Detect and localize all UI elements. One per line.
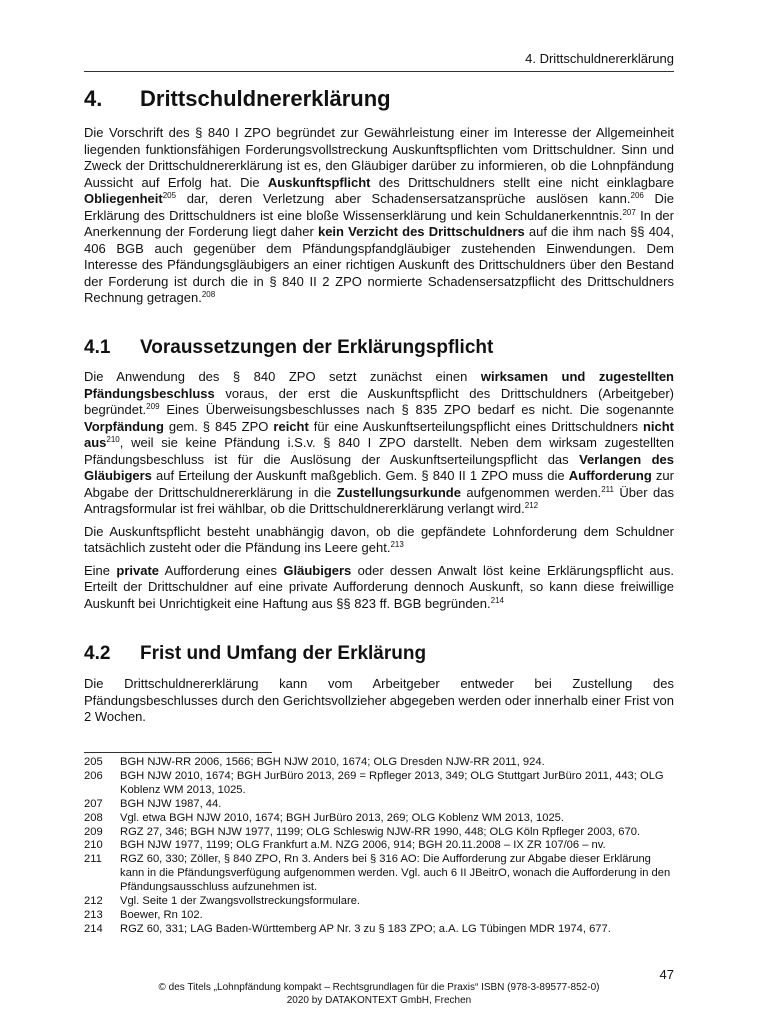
footnote: 206 BGH NJW 2010, 1674; BGH JurBüro 2013, 269 = Rpfleger 2013, 349; OLG Stuttgart JurBüro 2011, 443; OLG Koblenz WM 2013, 1025.	[84, 769, 664, 796]
section-number: 4.2	[84, 643, 111, 664]
chapter-heading	[84, 86, 391, 112]
section-heading-4-1	[84, 337, 493, 359]
footnote: 208 Vgl. etwa BGH NJW 2010, 1674; BGH JurBüro 2013, 269; OLG Koblenz WM 2013, 1025.	[84, 811, 565, 824]
footnote: 207 BGH NJW 1987, 44.	[84, 797, 222, 810]
section-title: Frist und Umfang der Erklärung	[140, 643, 427, 664]
paragraph: Die Anwendung des § 840 ZPO setzt zunächst einen wirksamen und zugestellten Pfändungsbeschluss voraus, der erst die Auskunftspflicht des Drittschuldners (Arbeitgeber) begründet.$^{209}$ Eines Überweisungsbeschlusses nach § 835 ZPO bedarf es nicht. Die sogenannte Vorpfändung gem. § 845 ZPO reicht für eine Auskunftserteilungspflicht eines Drittschuldners nicht aus$^{210}$, weil sie keine Pfändung i.S.v. § 840 I ZPO darstellt. Neben dem wirksam zugestellten Pfändungsbeschluss ist für die Auslösung der Auskunftserteilungspflicht das Verlangen des Gläubigers auf Erteilung der Auskunft maßgeblich. Gem. § 840 II 1 ZPO muss die Aufforderung zur Abgabe der Drittschuldnererklärung in die Zustellungsurkunde aufgenommen werden.$^{211}$ Über das Antragsformular ist frei wählbar, ob die Drittschuldnererklärung verlangt wird.$^{212}$	[84, 369, 675, 516]
footnote-ref: 212	[524, 501, 539, 510]
footnote-ref: 211	[601, 484, 614, 494]
footnote-rule	[84, 752, 272, 753]
footnotes	[84, 756, 674, 937]
header-rule	[84, 71, 674, 72]
footnote: 213 Boewer, Rn 102.	[84, 908, 203, 921]
footnote: 211 RGZ 60, 330; Zöller, § 840 ZPO, Rn 3. Anders bei § 316 AO: Die Aufforderung zur Abgabe dieser Erklärung kann in die Pfändungsverfügung aufgenommen werden. Vgl. auch 6 II JBeitrO, wonach die Aufforderung in den Pfändungsausschluss aufzunehmen ist.	[84, 853, 671, 894]
footnote-ref: 208	[201, 290, 216, 299]
footnote: 209 RGZ 27, 346; BGH NJW 1977, 1199; OLG Schleswig NJW-RR 1990, 448; OLG Köln Rpfleger 2003, 670.	[84, 825, 641, 838]
chapter-title: Drittschuldnererklärung	[140, 86, 391, 111]
paragraph: Die Auskunftspflicht besteht unabhängig davon, ob die gepfändete Lohnforderung dem Schuldner tatsächlich zusteht oder die Pfändung ins Leere geht.$^{213}$	[84, 523, 674, 555]
paragraph: Die Drittschuldnererklärung kann vom Arbeitgeber entweder bei Zustellung des Pfändungsbeschlusses durch den Gerichtsvollzieher abgegeben werden oder innerhalb einer Frist von 2 Wochen.	[84, 676, 674, 724]
section-number: 4.1	[84, 337, 111, 358]
footnote-ref: 207	[622, 207, 636, 217]
footnote-ref: 213	[390, 540, 404, 549]
footnote: 212 Vgl. Seite 1 der Zwangsvollstreckungsformulare.	[84, 895, 361, 908]
paragraph: Eine private Aufforderung eines Gläubigers oder dessen Anwalt löst keine Erklärungspflicht aus. Erteilt der Drittschuldner auf eine private Aufforderung dennoch Auskunft, so kann diese freiwillige Auskunft bei Unrichtigkeit eine Haftung aus §§ 823 ff. BGB begründen.$^{214}$	[84, 562, 674, 611]
intro-paragraph: Die Vorschrift des § 840 I ZPO begründet zur Gewährleistung einer im Interesse der Allgemeinheit liegenden funktionsfähigen Forderungsvollstreckung Auskunftspflichten vom Drittschuldner. Sinn und Zweck der Drittschuldnererklärung ist es, den Gläubiger darüber zu informieren, ob die Lohnpfändung Aussicht auf Erfolg hat. Die Auskunftspflicht des Drittschuldners stellt eine nicht einklagbare Obliegenheit$^{205}$ dar, deren Verletzung aber Schadensersatzansprüche auslösen kann.$^{206}$ Die Erklärung des Drittschuldners ist eine bloße Wissenserklärung und kein Schuldanerkenntnis.$^{207}$ In der Anerkennung der Forderung liegt daher kein Verzicht des Drittschuldners auf die ihm nach §§ 404, 406 BGB auch gegenüber dem Pfändungspfandgläubiger zustehenden Einwendungen. Dem Interesse des Pfändungsgläubigers an einer richtigen Auskunft des Drittschuldners über den Bestand der Forderung ist durch die in § 840 II 2 ZPO normierte Schadensersatzpflicht des Drittschuldners Rechnung getragen.$^{208}$	[84, 125, 675, 305]
running-header: 4. Drittschuldnererklärung	[525, 51, 674, 66]
section-title: Voraussetzungen der Erklärungspflicht	[140, 337, 494, 358]
section-4-1-body	[84, 369, 674, 612]
copyright-notice: © des Titels „Lohnpfändung kompakt – Rechtsgrundlagen für die Praxis“ ISBN (978-3-89577-852-0) 2020 by DATAKONTEXT GmbH, Frechen	[158, 982, 600, 1006]
footnote: 214 RGZ 60, 331; LAG Baden-Württemberg AP Nr. 3 zu § 183 ZPO; a.A. LG Tübingen MDR 1974, 677.	[84, 922, 611, 935]
page-number: 47	[659, 967, 674, 982]
section-4-2-body	[84, 676, 674, 726]
footnote-ref: 210	[106, 435, 120, 444]
chapter-number: 4.	[84, 86, 103, 111]
footnote-ref: 205	[162, 191, 177, 200]
section-heading-4-2	[84, 643, 426, 665]
footnote-ref: 214	[490, 595, 504, 605]
footnote: 210 BGH NJW 1977, 1199; OLG Frankfurt a.M. NZG 2006, 914; BGH 20.11.2008 – IX ZR 107/06 – nv.	[84, 839, 606, 852]
footnote-ref: 209	[146, 402, 160, 411]
footnote-ref: 206	[630, 191, 644, 200]
footnote: 205 BGH NJW-RR 2006, 1566; BGH NJW 2010, 1674; OLG Dresden NJW-RR 2011, 924.	[84, 756, 545, 768]
